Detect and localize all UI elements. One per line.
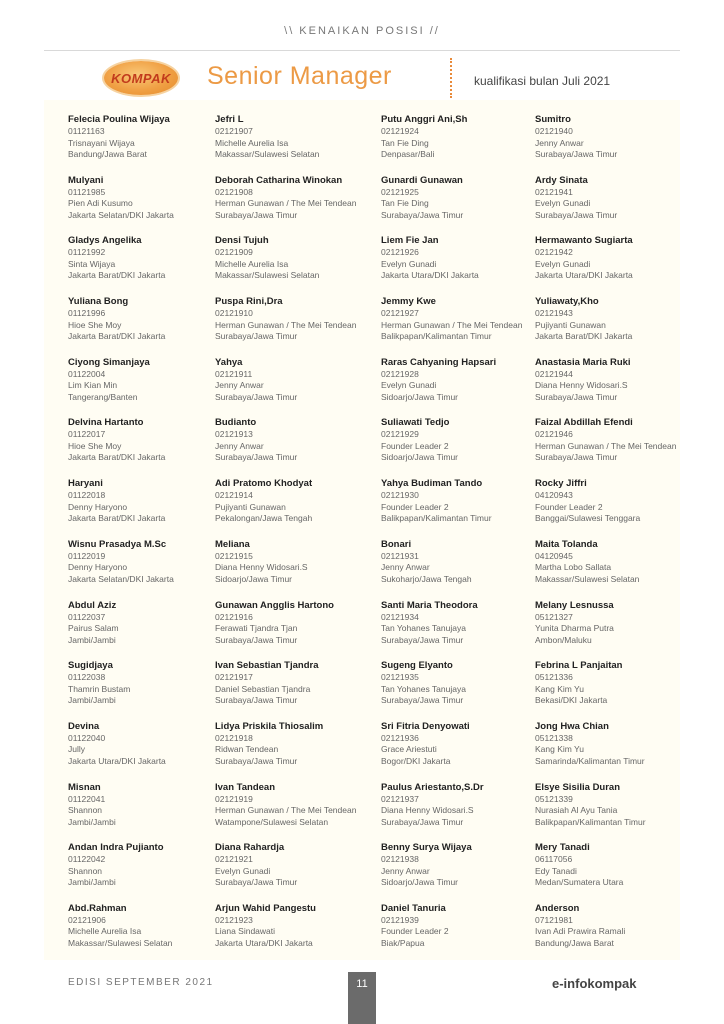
member-sponsor: Jenny Anwar	[215, 380, 264, 391]
member-location: Surabaya/Jawa Timur	[535, 391, 618, 402]
member-entry	[535, 175, 676, 236]
member-sponsor: Ridwan Tendean	[215, 744, 279, 755]
member-sponsor: Founder Leader 2	[381, 440, 449, 451]
member-sponsor: Tan Fie Ding	[381, 198, 429, 209]
member-name: Mery Tanadi	[535, 842, 590, 854]
member-location: Tangerang/Banten	[68, 391, 138, 402]
member-sponsor: Thamrin Bustam	[68, 683, 131, 694]
member-entry	[535, 539, 676, 600]
page-number: 11	[356, 978, 368, 990]
member-id: 02121907	[215, 126, 253, 136]
member-sponsor: Evelyn Gunadi	[535, 198, 591, 209]
member-name: Mulyani	[68, 174, 104, 186]
member-sponsor: Diana Henny Widosari.S	[535, 380, 628, 391]
member-name: Elsye Sisilia Duran	[535, 781, 621, 793]
member-name: Gladys Angelika	[68, 235, 142, 247]
member-sponsor: Tan Yohanes Tanujaya	[381, 623, 466, 633]
members-column-3	[381, 114, 522, 964]
member-entry	[215, 903, 356, 964]
member-id: 01122042	[68, 854, 106, 865]
member-entry	[381, 417, 522, 478]
member-location: Sidoarjo/Jawa Timur	[215, 573, 293, 584]
member-entry	[215, 842, 356, 903]
member-location: Surabaya/Jawa Timur	[215, 755, 298, 766]
member-entry	[535, 235, 676, 296]
member-location: Surabaya/Jawa Timur	[381, 816, 464, 827]
member-entry	[535, 478, 676, 539]
member-entry	[68, 175, 174, 236]
member-name: Jemmy Kwe	[381, 296, 436, 308]
member-sponsor: Michelle Aurelia Isa	[215, 137, 289, 148]
member-sponsor: Pujiyanti Gunawan	[215, 501, 286, 512]
member-sponsor: Lim Kian Min	[68, 380, 118, 391]
member-id: 06117056	[535, 854, 573, 865]
title-separator	[450, 58, 452, 98]
member-id: 02121942	[535, 247, 573, 258]
member-sponsor: Ferawati Tjandra Tjan	[215, 623, 298, 633]
members-column-2	[215, 114, 356, 964]
member-id: 01122041	[68, 793, 106, 804]
member-id: 01121996	[68, 308, 106, 319]
member-entry	[215, 782, 356, 843]
member-entry	[215, 600, 356, 661]
logo-text: KOMPAK	[111, 70, 171, 86]
member-id: 07121981	[535, 914, 573, 925]
member-name: Faizal Abdillah Efendi	[535, 417, 633, 429]
member-sponsor: Hioe She Moy	[68, 440, 122, 451]
member-location: Jakarta Utara/DKI Jakarta	[215, 937, 313, 948]
member-name: Gunardi Gunawan	[381, 174, 463, 186]
member-location: Jakarta Barat/DKI Jakarta	[535, 331, 633, 342]
member-entry	[215, 660, 356, 721]
member-id: 02121928	[381, 368, 419, 379]
member-location: Balikpapan/Kalimantan Timur	[381, 331, 492, 342]
member-id: 02121935	[381, 672, 419, 683]
member-id: 02121940	[535, 126, 573, 136]
member-entry	[535, 114, 676, 175]
member-name: Adi Pratomo Khodyat	[215, 478, 313, 490]
member-sponsor: Founder Leader 2	[381, 501, 449, 512]
member-entry	[215, 114, 356, 175]
member-name: Sumitro	[535, 114, 571, 125]
member-sponsor: Herman Gunawan / The Mei Tendean	[215, 198, 357, 209]
member-location: Jakarta Barat/DKI Jakarta	[68, 270, 166, 281]
member-id: 01122018	[68, 490, 106, 501]
member-sponsor: Evelyn Gunadi	[381, 258, 437, 269]
member-name: Maita Tolanda	[535, 538, 598, 550]
member-sponsor: Herman Gunawan / The Mei Tendean	[215, 319, 357, 330]
member-sponsor: Michelle Aurelia Isa	[68, 926, 142, 937]
member-id: 02121913	[215, 429, 253, 440]
member-location: Surabaya/Jawa Timur	[215, 877, 298, 888]
member-id: 02121911	[215, 368, 253, 379]
members-column-4	[535, 114, 676, 964]
member-id: 02121908	[215, 186, 253, 197]
member-entry	[381, 296, 522, 357]
member-entry	[535, 782, 676, 843]
member-id: 02121914	[215, 490, 253, 501]
member-id: 01122017	[68, 429, 106, 440]
member-location: Makassar/Sulawesi Selatan	[535, 573, 640, 584]
member-id: 05121327	[535, 611, 573, 622]
member-sponsor: Denny Haryono	[68, 562, 128, 573]
member-name: Raras Cahyaning Hapsari	[381, 356, 497, 368]
member-sponsor: Kang Kim Yu	[535, 744, 584, 755]
member-id: 02121930	[381, 490, 419, 501]
member-entry	[381, 175, 522, 236]
member-name: Wisnu Prasadya M.Sc	[68, 538, 167, 550]
member-name: Felecia Poulina Wijaya	[68, 114, 170, 125]
header-divider	[44, 50, 680, 51]
member-name: Lidya Priskila Thiosalim	[215, 720, 324, 732]
member-location: Surabaya/Jawa Timur	[535, 452, 618, 463]
member-id: 02121906	[68, 914, 106, 925]
member-sponsor: Liana Sindawati	[215, 926, 276, 937]
member-name: Deborah Catharina Winokan	[215, 174, 343, 186]
member-name: Melany Lesnussa	[535, 599, 614, 611]
member-location: Jakarta Utara/DKI Jakarta	[68, 755, 166, 766]
member-entry	[68, 539, 174, 600]
member-entry	[215, 417, 356, 478]
member-sponsor: Michelle Aurelia Isa	[215, 258, 289, 269]
member-location: Sidoarjo/Jawa Timur	[381, 391, 459, 402]
member-sponsor: Jully	[68, 744, 86, 755]
member-sponsor: Yunita Dharma Putra	[535, 623, 614, 633]
member-id: 02121946	[535, 429, 573, 440]
member-id: 01122037	[68, 611, 106, 622]
member-id: 02121927	[381, 308, 419, 319]
qualification-subtitle: kualifikasi bulan Juli 2021	[474, 74, 611, 88]
member-location: Bandung/Jawa Barat	[535, 937, 614, 948]
member-entry	[381, 478, 522, 539]
member-location: Surabaya/Jawa Timur	[215, 331, 298, 342]
member-entry	[68, 903, 174, 964]
member-entry	[535, 903, 676, 964]
member-entry	[215, 357, 356, 418]
edition-label: EDISI SEPTEMBER 2021	[68, 977, 214, 988]
member-entry	[381, 235, 522, 296]
member-entry	[68, 478, 174, 539]
member-name: Yahya Budiman Tando	[381, 478, 483, 490]
member-name: Ivan Sebastian Tjandra	[215, 660, 319, 672]
member-name: Suliawati Tedjo	[381, 417, 450, 429]
member-location: Surabaya/Jawa Timur	[215, 695, 298, 706]
member-id: 01121163	[68, 126, 105, 136]
member-location: Makassar/Sulawesi Selatan	[215, 149, 320, 159]
header-bar	[0, 0, 724, 50]
member-location: Sidoarjo/Jawa Timur	[381, 877, 459, 888]
member-location: Surabaya/Jawa Timur	[215, 209, 298, 220]
member-entry	[68, 782, 174, 843]
member-name: Densi Tujuh	[215, 235, 269, 247]
member-entry	[68, 660, 174, 721]
member-location: Surabaya/Jawa Timur	[535, 209, 618, 220]
member-name: Budianto	[215, 417, 257, 429]
member-sponsor: Pujiyanti Gunawan	[535, 319, 606, 330]
member-entry	[535, 417, 676, 478]
member-id: 02121937	[381, 793, 419, 804]
member-entry	[68, 842, 174, 903]
member-sponsor: Grace Ariestuti	[381, 744, 437, 755]
member-location: Surabaya/Jawa Timur	[215, 452, 298, 463]
member-sponsor: Evelyn Gunadi	[215, 865, 271, 876]
member-entry	[68, 417, 174, 478]
member-name: Devina	[68, 720, 100, 732]
member-name: Delvina Hartanto	[68, 417, 144, 429]
member-name: Anderson	[535, 902, 580, 914]
member-id: 02121924	[381, 126, 419, 136]
member-name: Puspa Rini,Dra	[215, 296, 283, 308]
member-sponsor: Shannon	[68, 805, 103, 816]
member-name: Rocky Jiffri	[535, 478, 587, 490]
member-name: Anastasia Maria Ruki	[535, 356, 631, 368]
member-entry	[68, 600, 174, 661]
member-id: 01122038	[68, 672, 106, 683]
member-name: Meliana	[215, 538, 250, 550]
member-location: Surabaya/Jawa Timur	[215, 634, 298, 645]
member-entry	[381, 903, 522, 964]
member-entry	[68, 235, 174, 296]
member-id: 01121992	[68, 247, 106, 258]
member-entry	[381, 114, 522, 175]
member-sponsor: Evelyn Gunadi	[535, 258, 591, 269]
member-location: Balikpapan/Kalimantan Timur	[535, 816, 646, 827]
member-location: Bandung/Jawa Barat	[68, 149, 147, 159]
member-location: Watampone/Sulawesi Selatan	[215, 816, 329, 827]
member-name: Paulus Ariestanto,S.Dr	[381, 781, 484, 793]
member-id: 02121915	[215, 550, 253, 561]
member-name: Benny Surya Wijaya	[381, 842, 472, 854]
member-id: 01122004	[68, 368, 106, 379]
member-name: Ardy Sinata	[535, 174, 588, 186]
member-location: Samarinda/Kalimantan Timur	[535, 755, 645, 766]
member-id: 05121338	[535, 732, 573, 743]
member-name: Arjun Wahid Pangestu	[215, 902, 316, 914]
member-id: 02121943	[535, 308, 573, 319]
member-id: 02121923	[215, 914, 253, 925]
member-sponsor: Pairus Salam	[68, 623, 119, 633]
member-id: 02121939	[381, 914, 419, 925]
member-sponsor: Ivan Adi Prawira Ramali	[535, 926, 626, 937]
member-entry	[535, 296, 676, 357]
member-id: 02121944	[535, 368, 573, 379]
member-id: 02121934	[381, 611, 419, 622]
member-id: 02121925	[381, 186, 419, 197]
member-id: 02121921	[215, 854, 253, 865]
member-location: Biak/Papua	[381, 937, 425, 948]
member-sponsor: Pien Adi Kusumo	[68, 198, 133, 209]
member-sponsor: Jenny Anwar	[381, 865, 430, 876]
member-name: Putu Anggri Ani,Sh	[381, 114, 468, 125]
member-sponsor: Kang Kim Yu	[535, 683, 584, 694]
member-entry	[535, 842, 676, 903]
member-location: Makassar/Sulawesi Selatan	[215, 270, 320, 281]
member-location: Banggai/Sulawesi Tenggara	[535, 513, 641, 524]
member-location: Denpasar/Bali	[381, 149, 435, 159]
member-entry	[381, 721, 522, 782]
member-location: Jakarta Utara/DKI Jakarta	[381, 270, 479, 281]
member-location: Ambon/Maluku	[535, 634, 592, 645]
member-name: Yuliawaty,Kho	[535, 296, 599, 308]
member-sponsor: Denny Haryono	[68, 501, 128, 512]
member-location: Jakarta Barat/DKI Jakarta	[68, 452, 166, 463]
member-id: 01122019	[68, 550, 106, 561]
member-sponsor: Shannon	[68, 865, 103, 876]
member-sponsor: Tan Yohanes Tanujaya	[381, 683, 466, 694]
member-id: 04120945	[535, 550, 573, 561]
member-id: 02121931	[381, 550, 419, 561]
member-entry	[381, 782, 522, 843]
member-id: 02121919	[215, 793, 253, 804]
member-entry	[381, 660, 522, 721]
member-entry	[535, 721, 676, 782]
member-name: Sri Fitria Denyowati	[381, 720, 470, 732]
member-sponsor: Diana Henny Widosari.S	[381, 805, 474, 816]
member-name: Jefri L	[215, 114, 244, 125]
member-location: Jakarta Barat/DKI Jakarta	[68, 331, 166, 342]
members-column-1	[68, 114, 174, 964]
member-location: Surabaya/Jawa Timur	[535, 149, 618, 159]
member-id: 02121917	[215, 672, 253, 683]
member-name: Ciyong Simanjaya	[68, 356, 150, 368]
member-name: Misnan	[68, 781, 101, 793]
member-sponsor: Diana Henny Widosari.S	[215, 562, 308, 573]
member-id: 02121936	[381, 732, 419, 743]
member-name: Yuliana Bong	[68, 296, 129, 308]
member-sponsor: Sinta Wijaya	[68, 258, 116, 269]
member-name: Sugidjaya	[68, 660, 113, 672]
member-sponsor: Founder Leader 2	[381, 926, 449, 937]
member-entry	[215, 721, 356, 782]
member-name: Liem Fie Jan	[381, 235, 439, 247]
member-location: Jakarta Selatan/DKI Jakarta	[68, 209, 174, 220]
member-location: Bekasi/DKI Jakarta	[535, 695, 608, 706]
member-name: Sugeng Elyanto	[381, 660, 453, 672]
member-entry	[215, 478, 356, 539]
member-sponsor: Jenny Anwar	[535, 137, 584, 148]
member-entry	[535, 660, 676, 721]
member-location: Medan/Sumatera Utara	[535, 877, 624, 888]
member-sponsor: Evelyn Gunadi	[381, 380, 437, 391]
member-location: Surabaya/Jawa Timur	[381, 634, 464, 645]
member-entry	[215, 539, 356, 600]
member-sponsor: Nurasiah Al Ayu Tania	[535, 805, 618, 816]
page-title: Senior Manager	[207, 62, 392, 90]
member-entry	[381, 539, 522, 600]
member-entry	[381, 600, 522, 661]
member-name: Abdul Aziz	[68, 599, 117, 611]
member-id: 01121985	[68, 186, 106, 197]
member-location: Balikpapan/Kalimantan Timur	[381, 513, 492, 524]
member-id: 01122040	[68, 732, 106, 743]
member-name: Abd.Rahman	[68, 902, 127, 914]
member-location: Jambi/Jambi	[68, 877, 116, 888]
member-name: Santi Maria Theodora	[381, 599, 478, 611]
member-id: 02121918	[215, 732, 253, 743]
member-entry	[215, 175, 356, 236]
member-sponsor: Hioe She Moy	[68, 319, 122, 330]
member-sponsor: Founder Leader 2	[535, 501, 603, 512]
member-location: Pekalongan/Jawa Tengah	[215, 513, 313, 524]
member-location: Sukoharjo/Jawa Tengah	[381, 573, 472, 584]
member-id: 02121926	[381, 247, 419, 258]
member-entry	[381, 842, 522, 903]
member-name: Febrina L Panjaitan	[535, 660, 623, 672]
member-sponsor: Jenny Anwar	[215, 440, 264, 451]
kompak-logo	[104, 61, 178, 95]
member-location: Jambi/Jambi	[68, 816, 116, 827]
member-location: Makassar/Sulawesi Selatan	[68, 937, 173, 948]
member-name: Jong Hwa Chian	[535, 720, 609, 732]
section-label: \\ KENAIKAN POSISI //	[284, 25, 440, 37]
member-id: 05121336	[535, 672, 573, 683]
member-sponsor: Jenny Anwar	[381, 562, 430, 573]
member-entry	[535, 600, 676, 661]
member-id: 02121941	[535, 186, 573, 197]
member-entry	[68, 721, 174, 782]
page-tab	[348, 972, 376, 1024]
member-location: Jakarta Barat/DKI Jakarta	[68, 513, 166, 524]
member-id: 02121929	[381, 429, 419, 440]
member-location: Bogor/DKI Jakarta	[381, 755, 451, 766]
member-name: Hermawanto Sugiarta	[535, 235, 633, 247]
member-sponsor: Trisnayani Wijaya	[68, 137, 135, 148]
member-location: Jambi/Jambi	[68, 634, 116, 645]
member-entry	[68, 296, 174, 357]
brand-footer: e-infokompak	[552, 976, 637, 991]
member-location: Jakarta Utara/DKI Jakarta	[535, 270, 633, 281]
member-sponsor: Tan Fie Ding	[381, 137, 429, 148]
member-name: Yahya	[215, 356, 243, 368]
member-sponsor: Martha Lobo Sallata	[535, 562, 612, 573]
member-location: Jakarta Selatan/DKI Jakarta	[68, 573, 174, 584]
member-location: Jambi/Jambi	[68, 695, 116, 706]
member-id: 02121916	[215, 611, 253, 622]
member-id: 02121909	[215, 247, 253, 258]
member-name: Gunawan Angglis Hartono	[215, 599, 334, 611]
member-location: Surabaya/Jawa Timur	[381, 209, 464, 220]
member-name: Diana Rahardja	[215, 842, 285, 854]
member-location: Sidoarjo/Jawa Timur	[381, 452, 459, 463]
member-name: Ivan Tandean	[215, 781, 276, 793]
member-id: 02121910	[215, 308, 253, 319]
member-entry	[68, 357, 174, 418]
member-sponsor: Herman Gunawan / The Mei Tendean	[535, 440, 677, 451]
member-id: 05121339	[535, 793, 573, 804]
member-entry	[215, 296, 356, 357]
member-name: Haryani	[68, 478, 103, 490]
member-entry	[381, 357, 522, 418]
member-entry	[215, 235, 356, 296]
member-sponsor: Herman Gunawan / The Mei Tendean	[381, 319, 523, 330]
member-id: 04120943	[535, 490, 573, 501]
member-sponsor: Daniel Sebastian Tjandra	[215, 683, 311, 694]
member-sponsor: Herman Gunawan / The Mei Tendean	[215, 805, 357, 816]
member-name: Daniel Tanuria	[381, 902, 446, 914]
member-id: 02121938	[381, 854, 419, 865]
member-entry	[535, 357, 676, 418]
member-sponsor: Edy Tanadi	[535, 865, 577, 876]
member-entry	[68, 114, 174, 175]
member-name: Bonari	[381, 538, 412, 550]
member-location: Surabaya/Jawa Timur	[215, 391, 298, 402]
member-location: Surabaya/Jawa Timur	[381, 695, 464, 706]
member-name: Andan Indra Pujianto	[68, 842, 164, 854]
